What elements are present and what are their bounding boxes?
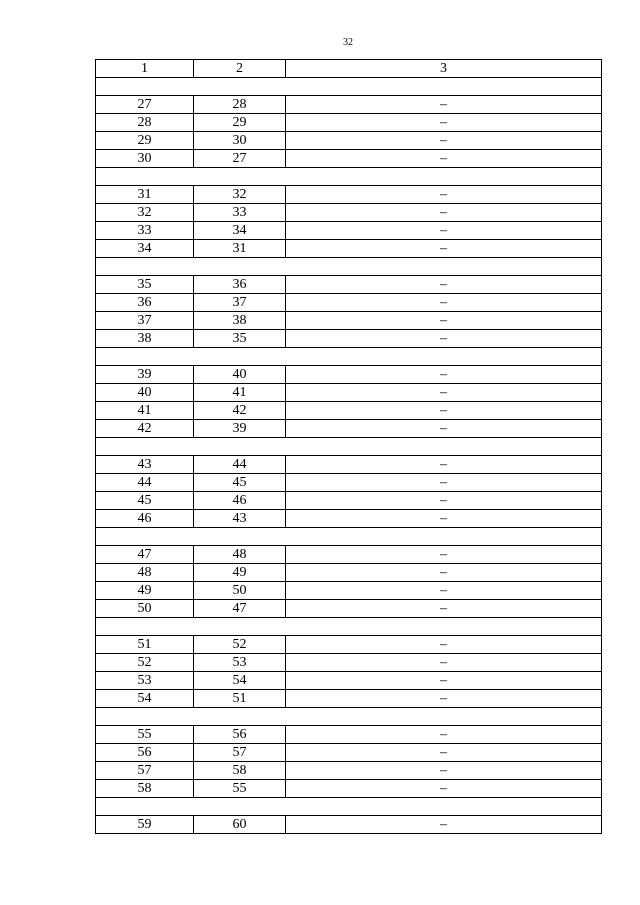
table-row (96, 312, 602, 330)
table-row (96, 456, 602, 474)
table-row (96, 366, 602, 384)
group-separator-row (96, 78, 602, 96)
table-cell-col3: – (286, 654, 602, 672)
table-cell-col3: – (286, 474, 602, 492)
group-separator-cell (96, 708, 602, 726)
table-cell-col3: – (286, 96, 602, 114)
page-number: 32 (343, 37, 353, 48)
header-cell-2: 2 (194, 60, 286, 78)
table-cell-col3: – (286, 240, 602, 258)
table-row (96, 294, 602, 312)
table-cell-col3: – (286, 762, 602, 780)
table-cell-col2: 45 (194, 474, 286, 492)
table-cell-col2: 53 (194, 654, 286, 672)
table-cell-col2: 58 (194, 762, 286, 780)
table-row (96, 474, 602, 492)
table-cell-col3: – (286, 222, 602, 240)
table-cell-col2: 41 (194, 384, 286, 402)
table-cell-col2: 31 (194, 240, 286, 258)
table-cell-col3: – (286, 312, 602, 330)
table-cell-col1: 58 (96, 780, 194, 798)
table-cell-col1: 46 (96, 510, 194, 528)
group-separator-row (96, 438, 602, 456)
group-separator-row (96, 618, 602, 636)
table-row (96, 132, 602, 150)
table-cell-col1: 39 (96, 366, 194, 384)
table-cell-col2: 54 (194, 672, 286, 690)
table-cell-col2: 34 (194, 222, 286, 240)
table-cell-col2: 51 (194, 690, 286, 708)
table-cell-col1: 29 (96, 132, 194, 150)
table-cell-col1: 56 (96, 744, 194, 762)
table-body (96, 60, 602, 834)
table-cell-col1: 59 (96, 816, 194, 834)
table-row (96, 276, 602, 294)
group-separator-cell (96, 798, 602, 816)
table-cell-col1: 44 (96, 474, 194, 492)
data-table (95, 59, 602, 834)
table-cell-col3: – (286, 780, 602, 798)
table-cell-col3: – (286, 276, 602, 294)
table-cell-col3: – (286, 132, 602, 150)
table-cell-col3: – (286, 636, 602, 654)
table-cell-col1: 45 (96, 492, 194, 510)
group-separator-row (96, 708, 602, 726)
table-cell-col1: 53 (96, 672, 194, 690)
table-row (96, 816, 602, 834)
table-cell-col1: 51 (96, 636, 194, 654)
table-row (96, 222, 602, 240)
table-cell-col2: 28 (194, 96, 286, 114)
table-cell-col1: 50 (96, 600, 194, 618)
table-row (96, 726, 602, 744)
table-cell-col1: 49 (96, 582, 194, 600)
table-cell-col1: 57 (96, 762, 194, 780)
table-cell-col3: – (286, 600, 602, 618)
header-cell-1: 1 (96, 60, 194, 78)
group-separator-row (96, 528, 602, 546)
table-cell-col2: 39 (194, 420, 286, 438)
table-cell-col2: 35 (194, 330, 286, 348)
group-separator-row (96, 798, 602, 816)
table-cell-col3: – (286, 546, 602, 564)
table-cell-col1: 48 (96, 564, 194, 582)
table-row (96, 204, 602, 222)
table-cell-col3: – (286, 402, 602, 420)
table-cell-col2: 30 (194, 132, 286, 150)
table-cell-col1: 40 (96, 384, 194, 402)
table-cell-col2: 49 (194, 564, 286, 582)
group-separator-cell (96, 438, 602, 456)
table-cell-col1: 38 (96, 330, 194, 348)
group-separator-cell (96, 258, 602, 276)
group-separator-row (96, 168, 602, 186)
table-cell-col2: 38 (194, 312, 286, 330)
table-cell-col1: 41 (96, 402, 194, 420)
table-row (96, 402, 602, 420)
header-cell-3: 3 (286, 60, 602, 78)
table-cell-col3: – (286, 510, 602, 528)
table-cell-col2: 44 (194, 456, 286, 474)
table-cell-col1: 36 (96, 294, 194, 312)
table-row (96, 330, 602, 348)
table-cell-col2: 37 (194, 294, 286, 312)
table-cell-col2: 52 (194, 636, 286, 654)
table-cell-col2: 29 (194, 114, 286, 132)
group-separator-row (96, 258, 602, 276)
table-cell-col3: – (286, 564, 602, 582)
table-cell-col3: – (286, 150, 602, 168)
table-row (96, 96, 602, 114)
table-cell-col2: 46 (194, 492, 286, 510)
table-cell-col2: 27 (194, 150, 286, 168)
table-cell-col3: – (286, 726, 602, 744)
table-cell-col1: 28 (96, 114, 194, 132)
table-row (96, 690, 602, 708)
table-cell-col1: 55 (96, 726, 194, 744)
table-cell-col2: 43 (194, 510, 286, 528)
table-row (96, 672, 602, 690)
table-row (96, 492, 602, 510)
group-separator-row (96, 348, 602, 366)
table-row (96, 510, 602, 528)
table-row (96, 384, 602, 402)
table-cell-col2: 40 (194, 366, 286, 384)
table-cell-col3: – (286, 744, 602, 762)
group-separator-cell (96, 168, 602, 186)
table-cell-col3: – (286, 204, 602, 222)
table-row (96, 636, 602, 654)
table-cell-col2: 57 (194, 744, 286, 762)
group-separator-cell (96, 78, 602, 96)
table-cell-col3: – (286, 492, 602, 510)
table-cell-col2: 55 (194, 780, 286, 798)
table-cell-col3: – (286, 816, 602, 834)
table-cell-col3: – (286, 690, 602, 708)
table-cell-col1: 42 (96, 420, 194, 438)
table-cell-col1: 52 (96, 654, 194, 672)
table-cell-col2: 56 (194, 726, 286, 744)
table-cell-col1: 33 (96, 222, 194, 240)
table-row (96, 150, 602, 168)
table-cell-col3: – (286, 366, 602, 384)
table-row (96, 582, 602, 600)
group-separator-cell (96, 528, 602, 546)
group-separator-cell (96, 618, 602, 636)
table-row (96, 564, 602, 582)
table-cell-col2: 47 (194, 600, 286, 618)
table-row (96, 780, 602, 798)
table-cell-col1: 30 (96, 150, 194, 168)
table-cell-col2: 50 (194, 582, 286, 600)
table-row (96, 600, 602, 618)
table-cell-col2: 36 (194, 276, 286, 294)
table-cell-col1: 34 (96, 240, 194, 258)
table-cell-col3: – (286, 186, 602, 204)
table-cell-col1: 35 (96, 276, 194, 294)
table-cell-col1: 32 (96, 204, 194, 222)
table-cell-col1: 37 (96, 312, 194, 330)
table-cell-col1: 31 (96, 186, 194, 204)
table-cell-col2: 60 (194, 816, 286, 834)
table-cell-col1: 47 (96, 546, 194, 564)
table-row (96, 240, 602, 258)
table-cell-col3: – (286, 456, 602, 474)
table-row (96, 114, 602, 132)
table-cell-col3: – (286, 384, 602, 402)
table-cell-col1: 54 (96, 690, 194, 708)
table-cell-col3: – (286, 582, 602, 600)
table-cell-col3: – (286, 672, 602, 690)
group-separator-cell (96, 348, 602, 366)
table-row (96, 654, 602, 672)
table-row (96, 186, 602, 204)
table-row (96, 762, 602, 780)
table-cell-col3: – (286, 294, 602, 312)
table-cell-col2: 32 (194, 186, 286, 204)
table-cell-col1: 43 (96, 456, 194, 474)
table-cell-col3: – (286, 420, 602, 438)
table-cell-col2: 48 (194, 546, 286, 564)
table-row (96, 420, 602, 438)
table-cell-col2: 33 (194, 204, 286, 222)
table-cell-col1: 27 (96, 96, 194, 114)
table-cell-col2: 42 (194, 402, 286, 420)
table-row (96, 744, 602, 762)
header-row (96, 60, 602, 78)
table-cell-col3: – (286, 114, 602, 132)
table-row (96, 546, 602, 564)
table-cell-col3: – (286, 330, 602, 348)
